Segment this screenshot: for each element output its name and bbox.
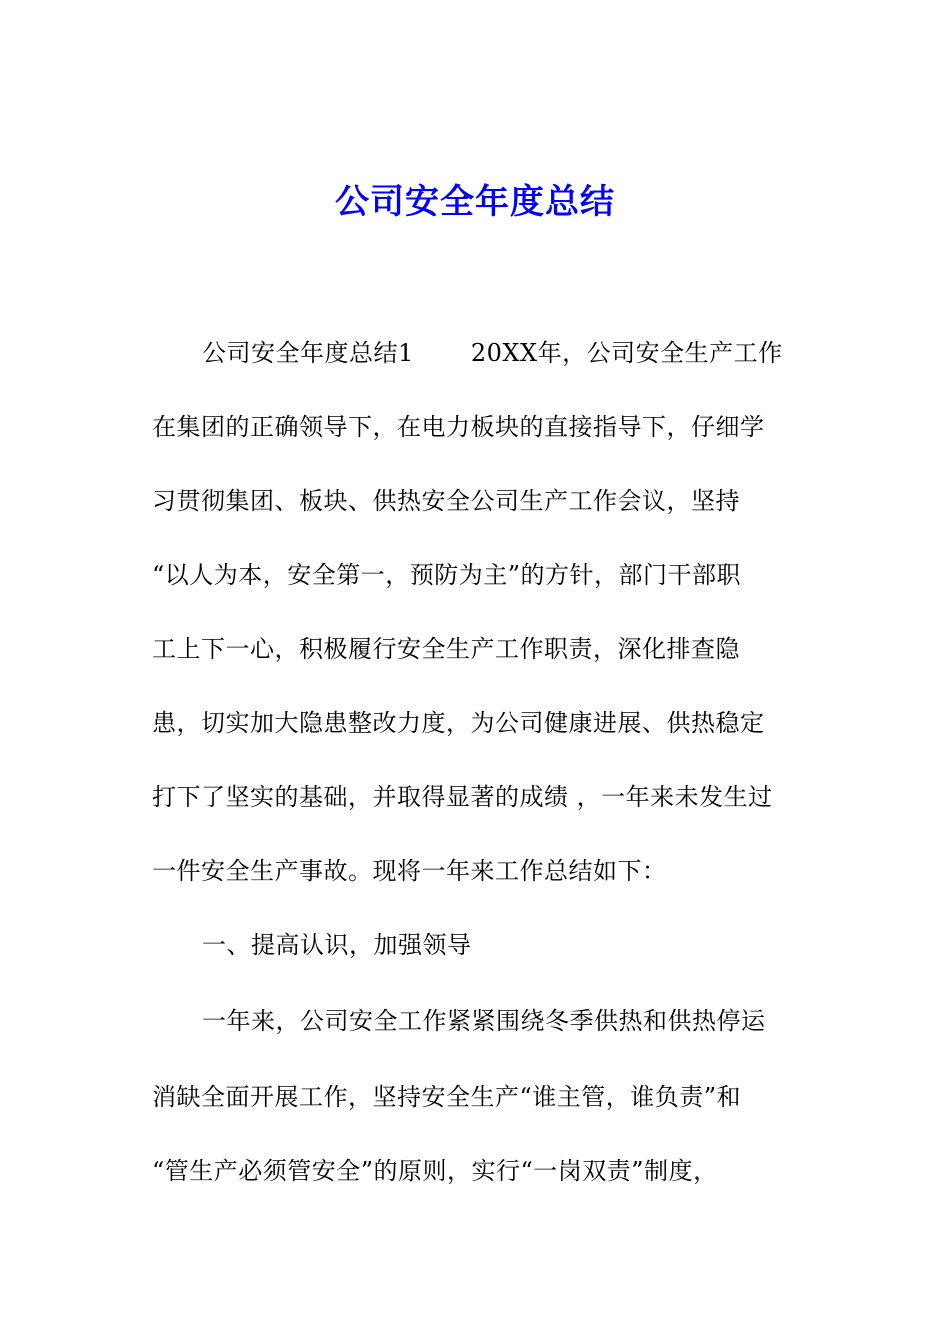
paragraph-line-9: 一年来，公司安全工作紧紧围绕冬季供热和供热停运 xyxy=(202,1007,766,1035)
paragraph-line-6: 患，切实加大隐患整改力度，为公司健康进展、供热稳定 xyxy=(152,709,765,737)
paragraph-line-4: “以人为本，安全第一，预防为主”的方针，部门干部职 xyxy=(152,561,742,589)
paragraph-line-10: 消缺全面开展工作，坚持安全生产“谁主管，谁负责”和 xyxy=(152,1083,742,1111)
paragraph-line-11: “管生产必须管安全”的原则，实行“一岗双责”制度， xyxy=(152,1157,718,1185)
paragraph-line-3: 习贯彻集团、板块、供热安全公司生产工作会议，坚持 xyxy=(152,487,740,515)
section-heading: 一、提高认识，加强领导 xyxy=(202,931,472,959)
paragraph-line-1: 公司安全年度总结1 20XX年，公司安全生产工作 xyxy=(202,339,783,367)
paragraph-line-5: 工上下一心，积极履行安全生产工作职责，深化排查隐 xyxy=(152,635,740,663)
paragraph-line-7: 打下了坚实的基础，并取得显著的成绩 ，一年来未发生过 xyxy=(152,783,773,811)
paragraph-line-8: 一件安全生产事故。现将一年来工作总结如下： xyxy=(152,857,667,885)
paragraph-line-2: 在集团的正确领导下，在电力板块的直接指导下，仔细学 xyxy=(152,413,765,441)
document-title: 公司安全年度总结 xyxy=(335,182,615,222)
